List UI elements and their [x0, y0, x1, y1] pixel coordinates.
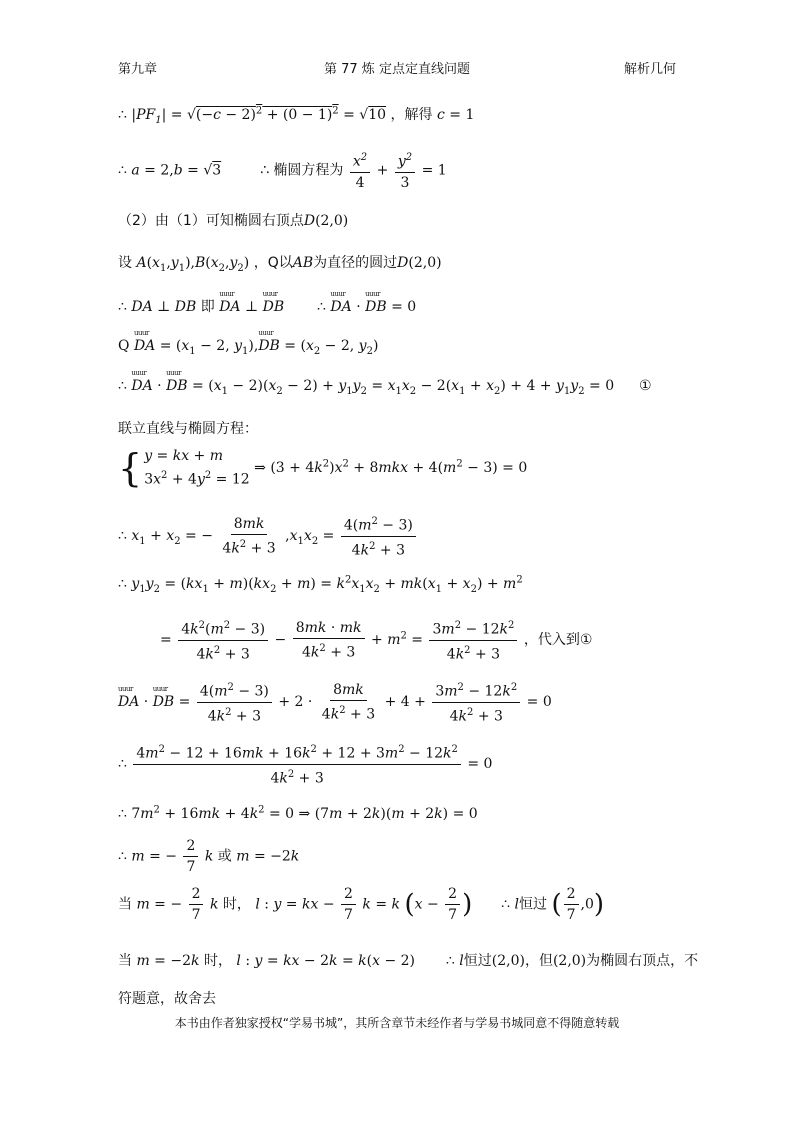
- system-line: { y = kx + m $3x^2 + 4y^2 = 12$ ⇒ $(3 + 4k^2)x^2 + 8mkx + 4(m^2 - 3) = 0$: [118, 445, 528, 490]
- header-title: 第 77 炼 定点定直线问题: [324, 62, 470, 77]
- part2-line: （2）由（1）可知椭圆右顶点D(2,0): [118, 213, 349, 229]
- set-points-line: 设 $A(x_1,y_1),B(x_2,y_2)$ ，Q以AB为直径的圆过D(2,0): [118, 255, 442, 274]
- copyright-footer: 本书由作者独家授权“学易书城”，其所含章节未经作者与学易书城同意不得随意转载: [174, 1016, 620, 1030]
- factor-line: ∴ $7m^2 + 16mk + 4k^2 = 0$ ⇒ (7m + 2k)(m + 2k) = 0: [118, 804, 478, 822]
- dot-expansion: ∴ uuur DA · uuur DB = $(x_1 - 2)(x_2 - 2) + y_1y_2 = x_1x_2 - 2(x_1 + x_2) + 4 + y_1y_2 = 0$ ①: [118, 378, 652, 397]
- header-subject: 解析几何: [624, 62, 677, 77]
- combine-line: 联立直线与椭圆方程：: [118, 421, 258, 437]
- y1y2-result: = $\frac{4k^2(m^2 - 3)}{4k^2 + 3}$ − $\frac{8mk \cdot mk}{4k^2 + 3}$ + $m^2$ = $\frac{3m^2 - 12k^2}{4k^2 + 3}$ ，代入到①: [160, 619, 593, 663]
- vieta-line: ∴ $x_1 + x_2$ = − $\frac{8mk}{4k^2 + 3}$ $,x_1x_2$ = $\frac{4(m^2 - 3)}{4k^2 + 3}$: [118, 514, 418, 558]
- case-1: 当 m = − $\frac{2}{7}$ k 时， l : y = kx − $\frac{2}{7}$ k = k (x − $\frac{2}{7}$ ) ∴ l恒过 ( $\frac{2}{7}$ ,0): [118, 886, 605, 923]
- case-2: 当 m = −2k 时， l : y = kx − 2k = k(x − 2) ∴ l恒过(2,0)，但(2,0)为椭圆右顶点，不: [118, 953, 699, 969]
- combined-fraction: ∴ $\frac{4m^2 - 12 + 16mk + 16k^2 + 12 + 3m^2 - 12k^2}{4k^2 + 3}$ = 0: [118, 744, 493, 787]
- discard-line: 符题意，故舍去: [118, 991, 216, 1007]
- vectors-line: Q uuur DA = ($x_1 - 2$, $y_1),uuur$ DB = ($x_2 - 2$, $y_2$): [118, 338, 378, 357]
- y1y2-line: ∴ $y_1y_2 = (kx_1 + m)(kx_2 + m) = k^2x_1x_2 + mk(x_1 + x_2) + m^2$: [118, 574, 523, 595]
- m-solutions: ∴ m = − $\frac{2}{7}$ k 或 m = −2k: [118, 838, 300, 875]
- perp-line: ∴ DA ⊥ DB 即 uuur DA ⊥ uuur DB ∴ uuur DA · uuur DB = 0: [118, 296, 416, 316]
- eq-pf1: ∴ $|PF_1| = √(-c - 2)^2 + (0 - 1)^2 = √10$ ，解得 c = 1: [118, 105, 475, 126]
- eq-ab: ∴ a = 2,b = √3 ∴ 椭圆方程为 $\frac{x^2}{4}$ + $\frac{y^2}{3}$ = 1: [118, 152, 447, 191]
- header-chapter: 第九章: [118, 62, 158, 77]
- dot-substituted: uuur DA · uuur DB = $\frac{4(m^2 - 3)}{4k^2 + 3}$ + 2 · $\frac{8mk}{4k^2 + 3}$ + 4 + $\frac{3m^2 - 12k^2}{4k^2 + 3}$ = 0: [118, 680, 552, 724]
